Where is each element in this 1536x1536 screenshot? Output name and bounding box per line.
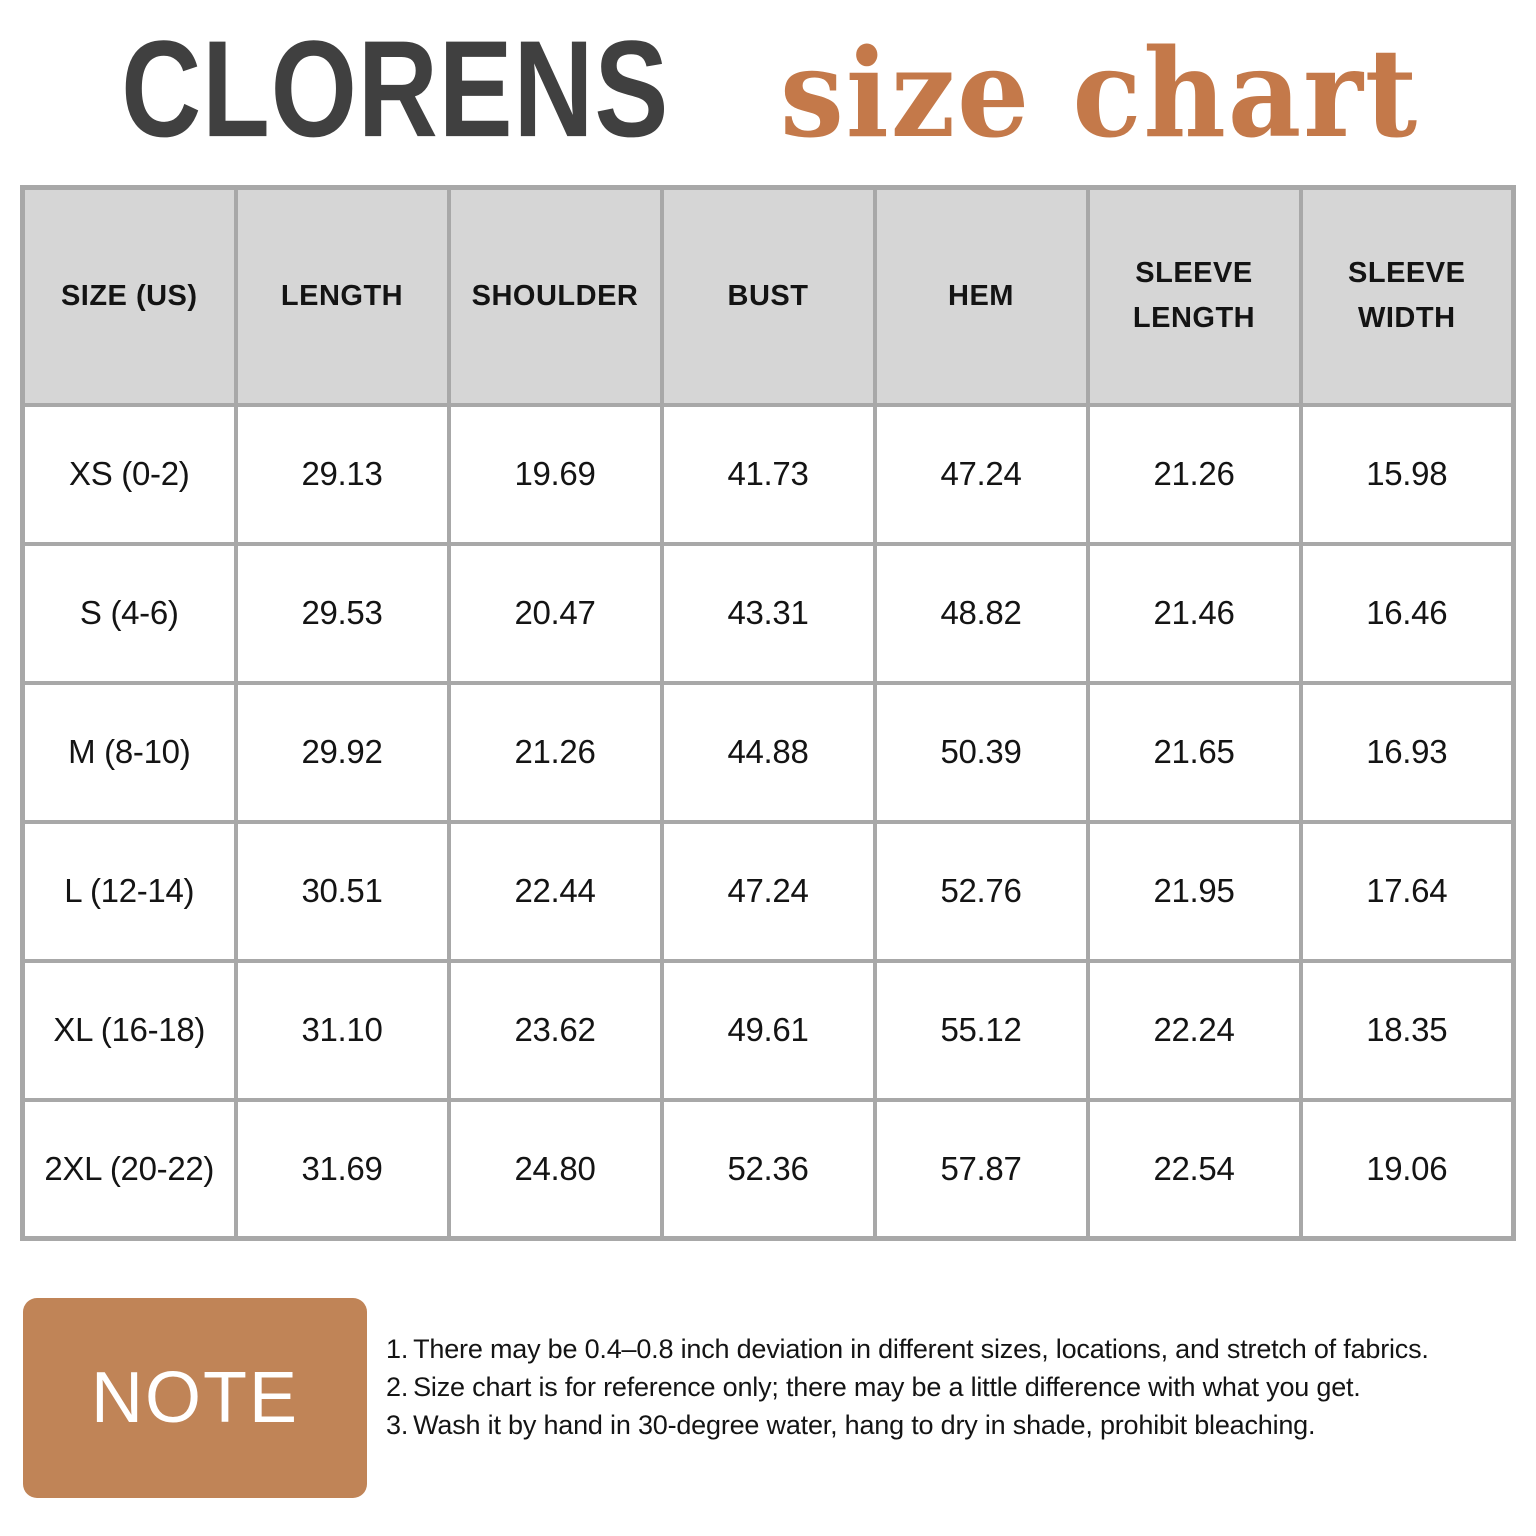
measurement-cell: 22.24: [1088, 961, 1301, 1100]
note-badge: [23, 1298, 367, 1498]
measurement-cell: 57.87: [875, 1100, 1088, 1239]
table-row: [23, 1100, 1514, 1239]
measurement-cell: 29.13: [236, 405, 449, 544]
page-subtitle: size chart: [779, 21, 1419, 165]
measurement-cell: 21.26: [449, 683, 662, 822]
note-item-text: Wash it by hand in 30-degree water, hang to dry in shade, prohibit bleaching.: [413, 1410, 1316, 1440]
measurement-cell: 41.73: [662, 405, 875, 544]
column-header: BUST: [662, 188, 875, 405]
measurement-cell: 30.51: [236, 822, 449, 961]
measurement-cell: 16.93: [1301, 683, 1514, 822]
size-table-header-row: [23, 188, 1514, 405]
measurement-cell: 29.92: [236, 683, 449, 822]
note-item-text: There may be 0.4–0.8 inch deviation in different sizes, locations, and stretch of fabrics.: [413, 1334, 1429, 1364]
measurement-cell: 55.12: [875, 961, 1088, 1100]
measurement-cell: 24.80: [449, 1100, 662, 1239]
size-table-body: [23, 405, 1514, 1239]
measurement-cell: 50.39: [875, 683, 1088, 822]
note-item: [386, 1406, 1536, 1444]
measurement-cell: 21.46: [1088, 544, 1301, 683]
measurement-cell: 15.98: [1301, 405, 1514, 544]
note-list: [386, 1330, 1536, 1444]
size-cell: 2XL (20-22): [23, 1100, 236, 1239]
note-badge-label: NOTE: [90, 1358, 299, 1438]
measurement-cell: 16.46: [1301, 544, 1514, 683]
measurement-cell: 52.76: [875, 822, 1088, 961]
measurement-cell: 47.24: [875, 405, 1088, 544]
note-item-number: 1.: [386, 1334, 409, 1364]
measurement-cell: 22.54: [1088, 1100, 1301, 1239]
measurement-cell: 22.44: [449, 822, 662, 961]
note-item-number: 2.: [386, 1372, 409, 1402]
page-title: [0, 12, 1536, 166]
measurement-cell: 47.24: [662, 822, 875, 961]
measurement-cell: 31.10: [236, 961, 449, 1100]
measurement-cell: 48.82: [875, 544, 1088, 683]
measurement-cell: 21.26: [1088, 405, 1301, 544]
column-header: SIZE (US): [23, 188, 236, 405]
note-item-number: 3.: [386, 1410, 409, 1440]
column-header: SLEEVE WIDTH: [1301, 188, 1514, 405]
measurement-cell: 52.36: [662, 1100, 875, 1239]
column-header: SLEEVE LENGTH: [1088, 188, 1301, 405]
measurement-cell: 21.95: [1088, 822, 1301, 961]
column-header: HEM: [875, 188, 1088, 405]
note-item-text: Size chart is for reference only; there may be a little difference with what you get.: [413, 1372, 1361, 1402]
measurement-cell: 49.61: [662, 961, 875, 1100]
size-cell: M (8-10): [23, 683, 236, 822]
table-row: [23, 961, 1514, 1100]
brand-name: CLORENS: [121, 12, 670, 166]
table-row: [23, 683, 1514, 822]
measurement-cell: 19.69: [449, 405, 662, 544]
measurement-cell: 44.88: [662, 683, 875, 822]
size-table: [20, 185, 1516, 1241]
table-row: [23, 544, 1514, 683]
size-cell: S (4-6): [23, 544, 236, 683]
table-row: [23, 405, 1514, 544]
measurement-cell: 17.64: [1301, 822, 1514, 961]
measurement-cell: 23.62: [449, 961, 662, 1100]
measurement-cell: 18.35: [1301, 961, 1514, 1100]
note-item: [386, 1330, 1536, 1368]
measurement-cell: 29.53: [236, 544, 449, 683]
note-item: [386, 1368, 1536, 1406]
table-row: [23, 822, 1514, 961]
column-header: LENGTH: [236, 188, 449, 405]
measurement-cell: 43.31: [662, 544, 875, 683]
size-cell: L (12-14): [23, 822, 236, 961]
measurement-cell: 19.06: [1301, 1100, 1514, 1239]
measurement-cell: 20.47: [449, 544, 662, 683]
column-header: SHOULDER: [449, 188, 662, 405]
size-cell: XS (0-2): [23, 405, 236, 544]
measurement-cell: 21.65: [1088, 683, 1301, 822]
size-cell: XL (16-18): [23, 961, 236, 1100]
size-table-head: [23, 188, 1514, 405]
measurement-cell: 31.69: [236, 1100, 449, 1239]
